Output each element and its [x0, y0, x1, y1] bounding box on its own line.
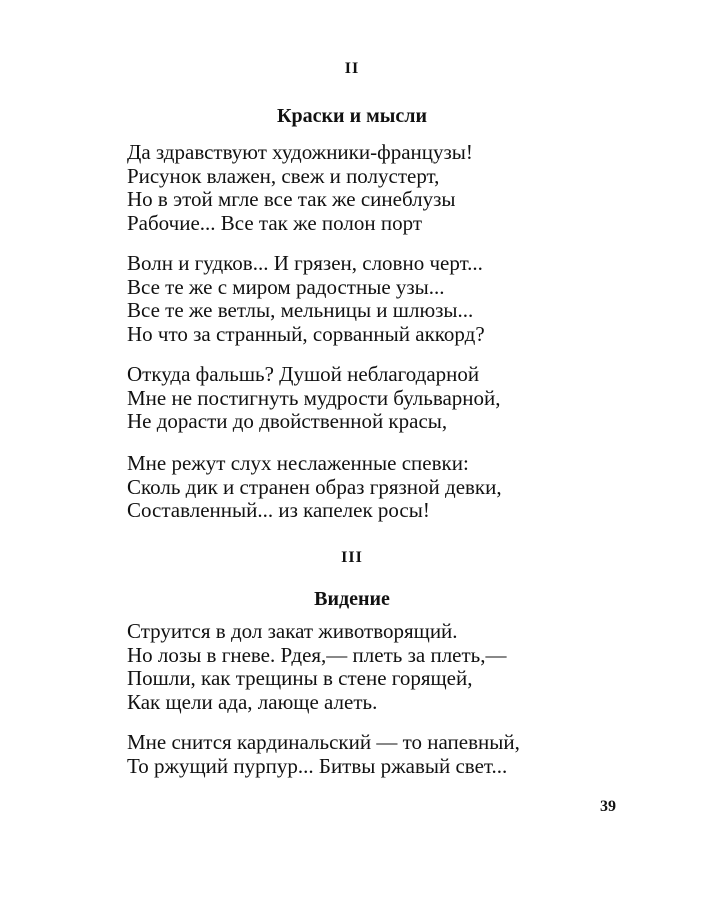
poem-title-kraski-i-mysli: Краски и мысли: [277, 105, 427, 127]
verse-line: Да здравствуют художники-французы!: [127, 140, 473, 164]
verse-line: Все те же ветлы, мельницы и шлюзы...: [127, 298, 474, 322]
stanza-6: [127, 731, 520, 778]
stanza-5: [127, 620, 507, 714]
verse-line: Мне снится кардинальский — то напевный,: [127, 730, 520, 754]
verse-line: Не дорасти до двойственной красы,: [127, 409, 448, 433]
verse-line: Мне не постигнуть мудрости бульварной,: [127, 385, 501, 410]
verse-line: Как щели ада, лающе алеть.: [127, 689, 378, 714]
section-numeral-ii: II: [344, 60, 360, 77]
section-numeral-iii: III: [341, 549, 363, 566]
verse-line: Рабочие... Все так же полон порт: [127, 210, 422, 235]
verse-line: Сколь дик и странен образ грязной девки,: [127, 474, 502, 499]
verse-line: Струится в дол закат животворящий.: [127, 619, 458, 643]
stanza-3: [127, 363, 501, 434]
verse-line: Но лозы в гневе. Рдея,— плеть за плеть,—: [127, 642, 507, 667]
verse-line: То ржущий пурпур... Битвы ржавый свет...: [127, 753, 508, 778]
verse-line: Но в этой мгле все так же синеблузы: [127, 187, 456, 211]
verse-line: Мне режут слух неслаженные спевки:: [127, 451, 469, 475]
stanza-1: [127, 141, 473, 235]
verse-line: Составленный... из капелек росы!: [127, 498, 430, 522]
verse-line: Откуда фальшь? Душой неблагодарной: [127, 362, 480, 386]
verse-line: Но что за странный, сорванный аккорд?: [127, 321, 485, 346]
verse-line: Все те же с миром радостные узы...: [127, 274, 445, 299]
stanza-2: [127, 252, 485, 346]
poem-title-videnie: Видение: [314, 588, 390, 610]
verse-line: Пошли, как трещины в стене горящей,: [127, 666, 473, 690]
verse-line: Рисунок влажен, свеж и полустерт,: [127, 163, 440, 188]
verse-line: Волн и гудков... И грязен, словно черт...: [127, 251, 483, 275]
stanza-4: [127, 452, 502, 523]
page-number: 39: [600, 798, 616, 815]
